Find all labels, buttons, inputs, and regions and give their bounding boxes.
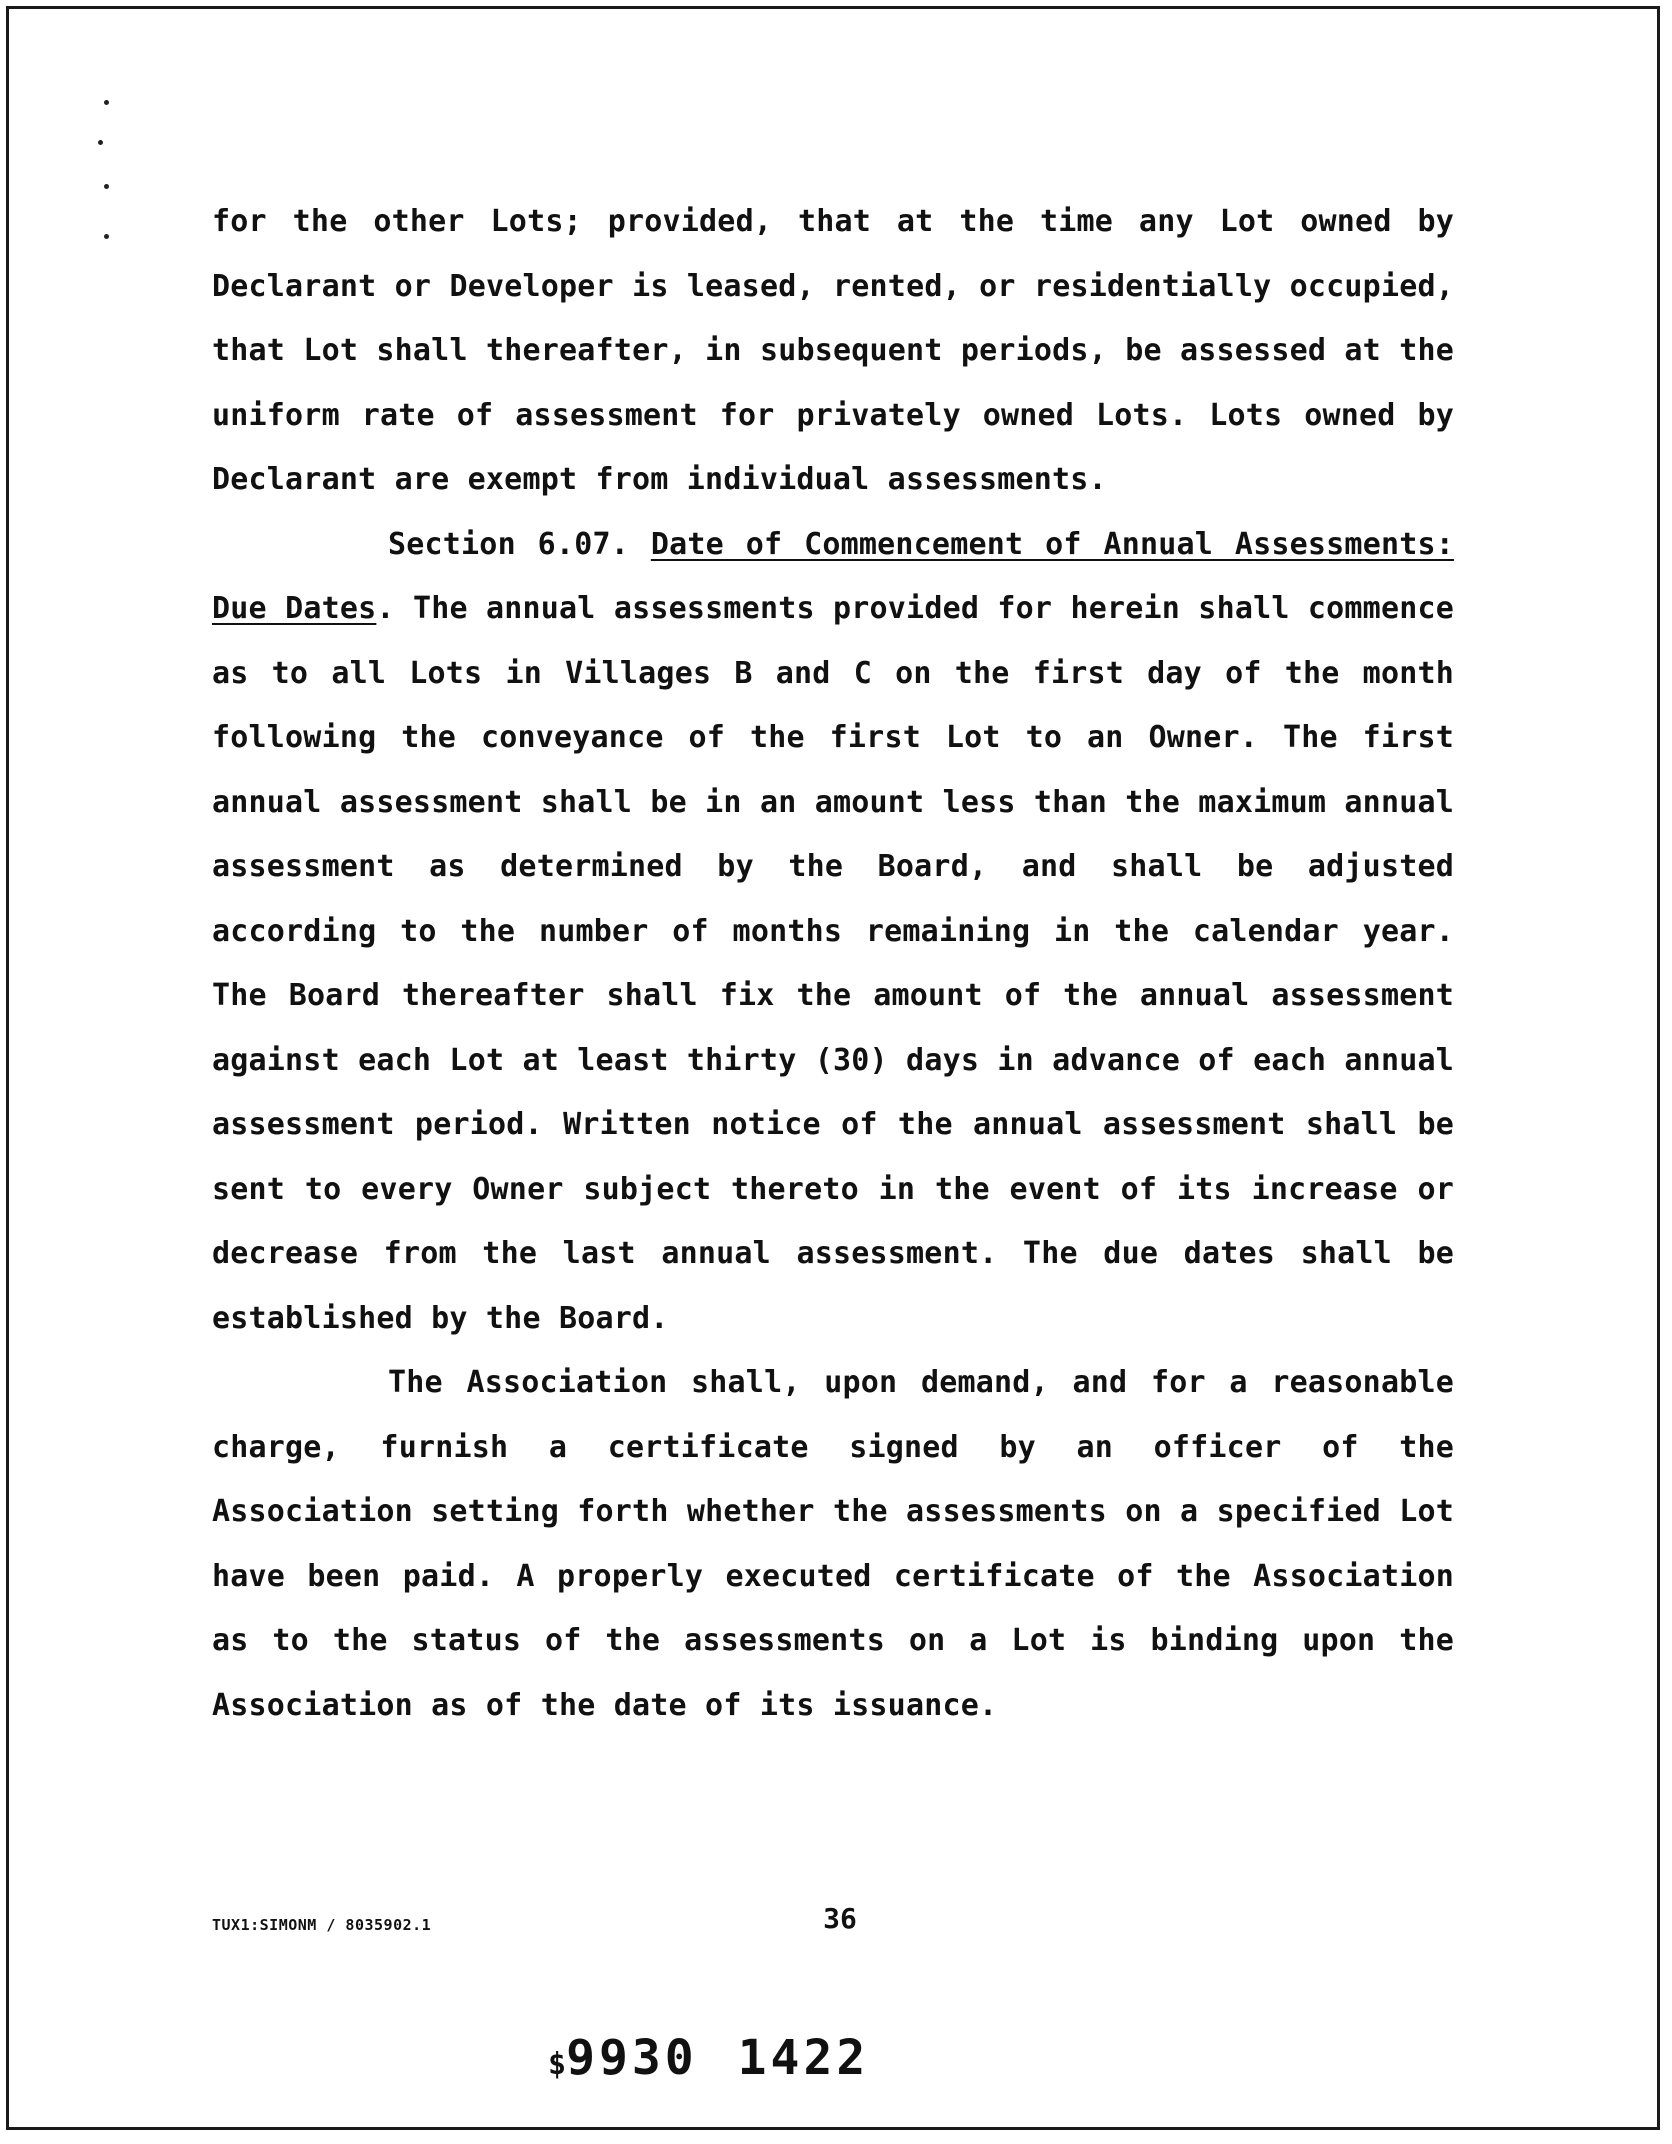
margin-punch-mark [104, 184, 109, 189]
document-body [212, 190, 1454, 1738]
margin-punch-mark [104, 100, 109, 105]
margin-punch-mark [104, 234, 109, 239]
stamp-number-left: 9930 [566, 2030, 698, 2086]
stamp-number-right: 1422 [737, 2030, 870, 2086]
section-heading: Date of Commencement of Annual Assessments: Due Dates [212, 526, 1455, 626]
stamp-prefix: $ [548, 2047, 567, 2082]
page-number: 36 [823, 1902, 857, 1935]
continuation-paragraph: for the other Lots; provided, that at the time any Lot owned by Declarant or Developer is leased, rented, or residentially occupied, that Lot shall thereafter, in subsequent periods, be assessed at the uniform rate of assessment for privately owned Lots. Lots owned by Declarant are exempt from individual assessments. [212, 204, 1454, 497]
bates-stamp [548, 2030, 869, 2086]
margin-punch-mark [98, 140, 103, 145]
section-number: Section 6.07. [388, 526, 629, 562]
certificate-paragraph: The Association shall, upon demand, and for a reasonable charge, furnish a certificate signed by an officer of the Association setting forth whether the assessments on a specified Lot have been paid. A properly executed certificate of the Association as to the status of the assessments on a Lot is binding upon the Association as of the date of its issuance. [212, 1365, 1454, 1723]
section-6-07-paragraph [212, 513, 1454, 1352]
section-body: The annual assessments provided for herein shall commence as to all Lots in Villages B and C on the first day of the month following the conveyance of the first Lot to an Owner. The first annual assessment shall be in an amount less than the maximum annual assessment as determined by the Board, and shall be adjusted according to the number of months remaining in the calendar year. The Board thereafter shall fix the amount of the annual assessment against each Lot at least thirty (30) days in advance of each annual assessment period. Written notice of the annual assessment shall be sent to every Owner subject thereto in the event of its increase or decrease from the last annual assessment. The due dates shall be established by the Board. [212, 591, 1454, 1336]
section-heading-period: . [376, 591, 395, 626]
document-reference: TUX1:SIMONM / 8035902.1 [212, 1916, 432, 1934]
